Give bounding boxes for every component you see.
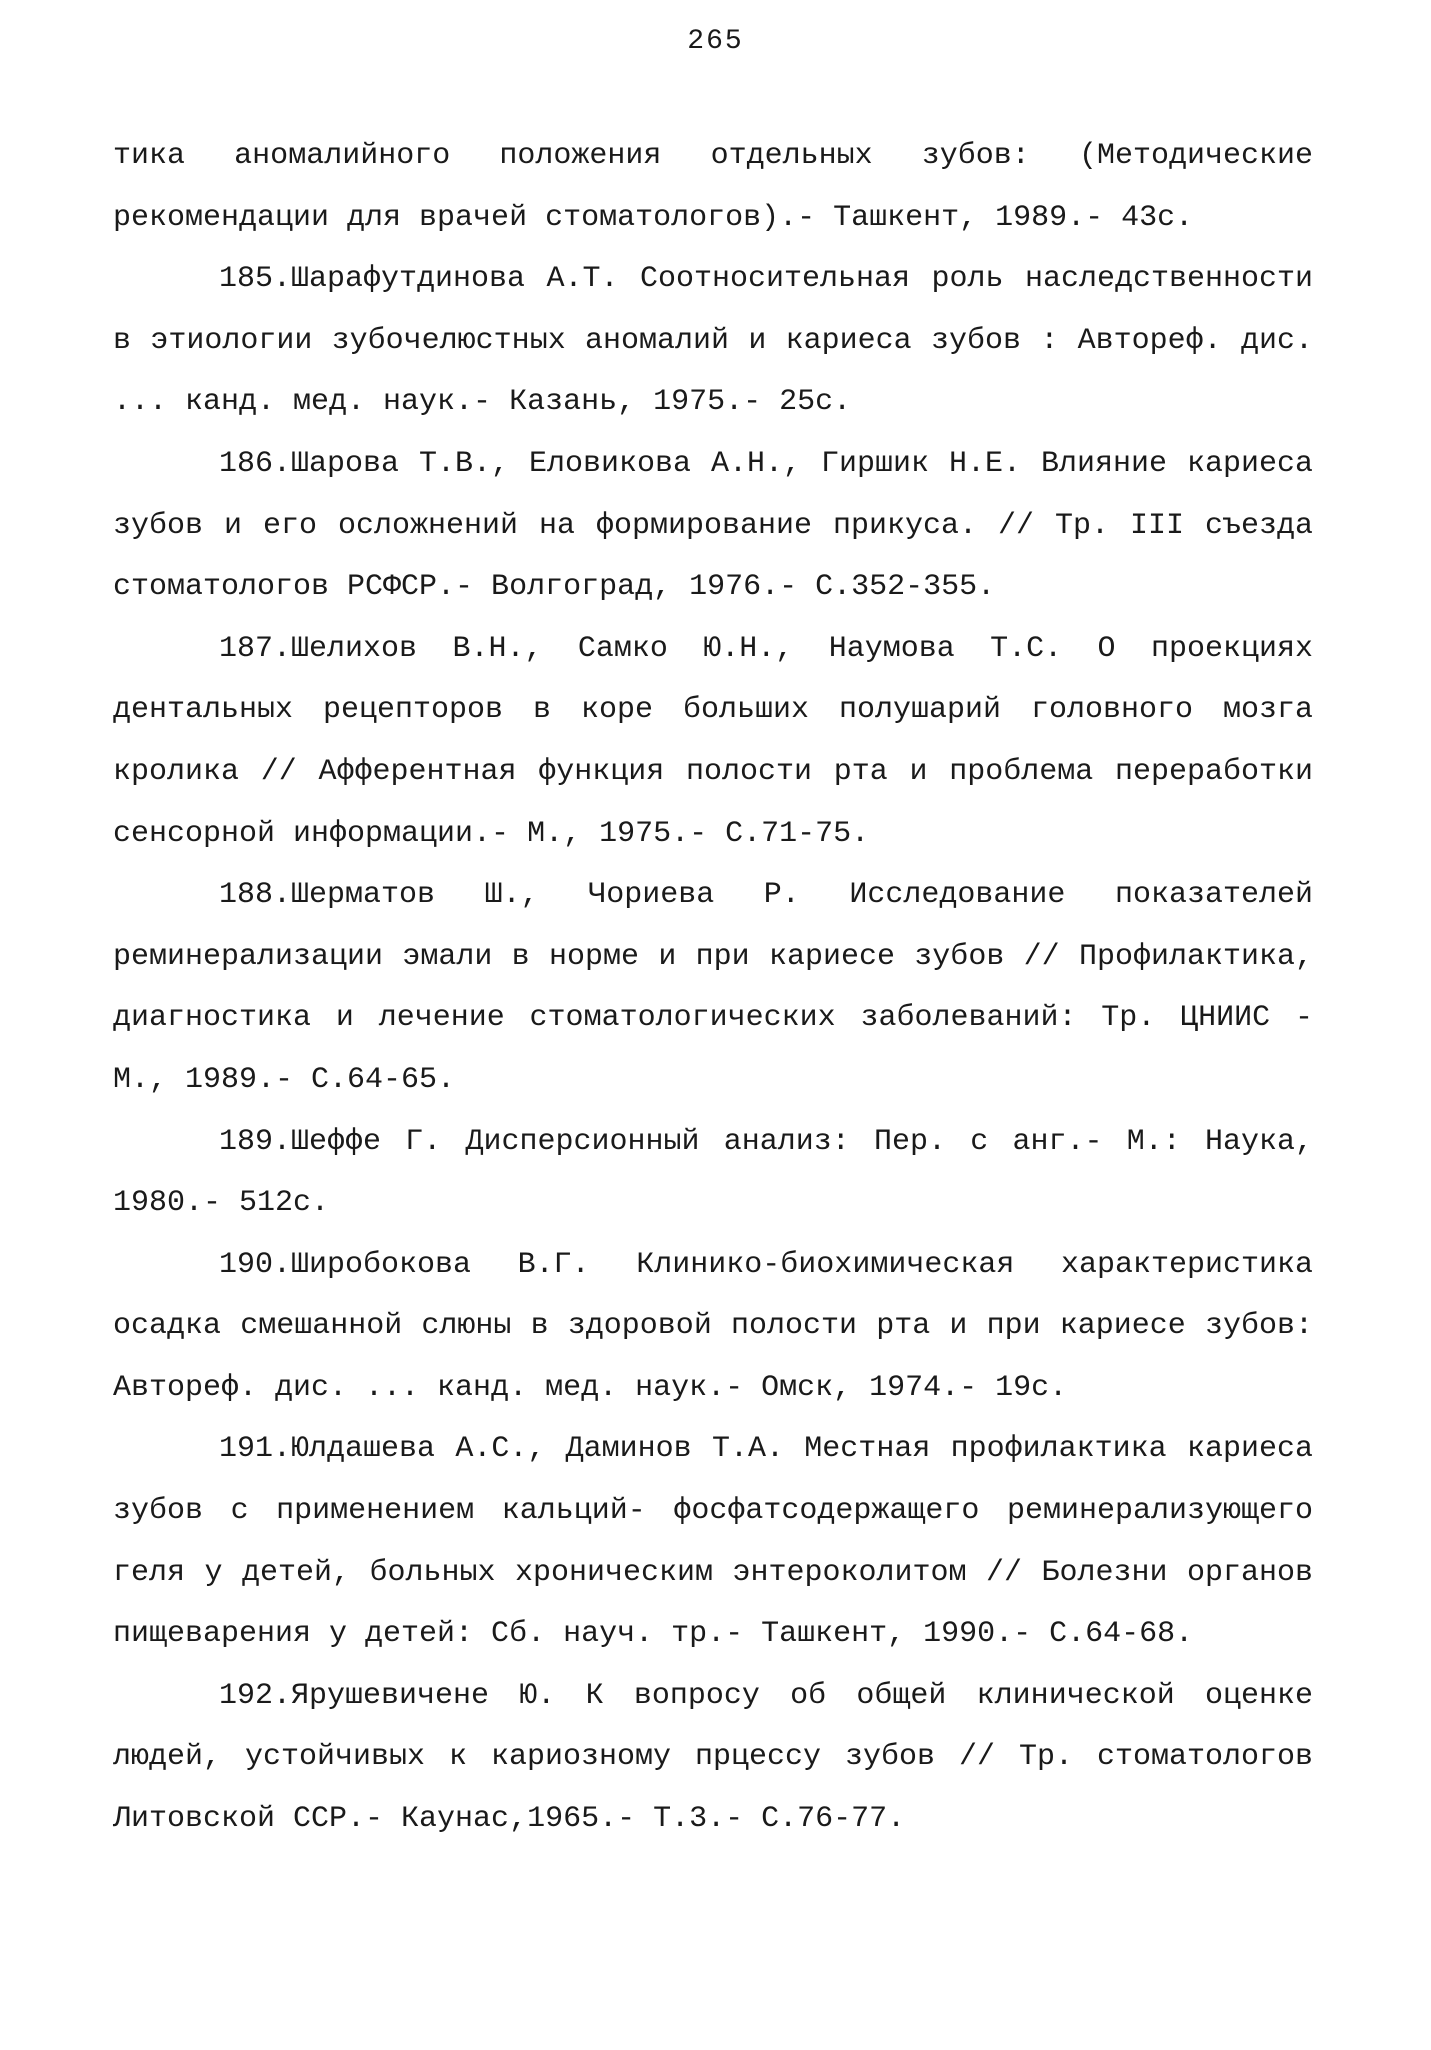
reference-list xyxy=(113,126,1313,1851)
reference-190: 190.Широбокова В.Г. Клинико-биохимическая характеристика осадка смешанной слюны в здоровой полости рта и при кариесе зубов: Автореф. дис. ... канд. мед. наук.- Омск, 1974.- 19с. xyxy=(113,1247,1313,1405)
reference-continuation: тика аномалийного положения отдельных зубов: (Методические рекомендации для врачей стоматологов).- Ташкент, 1989.- 43с. xyxy=(113,139,1313,235)
reference-192: 192.Ярушевичене Ю. К вопросу об общей клинической оценке людей, устойчивых к кариозному прцессу зубов // Тр. стоматологов Литовской ССР.- Каунас,1965.- Т.3.- С.76-77. xyxy=(113,1678,1313,1837)
page-number: 265 xyxy=(687,26,744,57)
reference-186: 186.Шарова Т.В., Еловикова А.Н., Гиршик Н.Е. Влияние кариеса зубов и его осложнений на формирование прикуса. // Тр. III съезда стоматологов РСФСР.- Волгоград, 1976.- С.352-355. xyxy=(113,446,1313,605)
reference-185: 185.Шарафутдинова А.Т. Соотносительная роль наследственности в этиологии зубочелюстных аномалий и кариеса зубов : Автореф. дис. ... канд. мед. наук.- Казань, 1975.- 25с. xyxy=(113,262,1313,420)
reference-188: 188.Шерматов Ш., Чориева Р. Исследование показателей реминерализации эмали в норме и при кариесе зубов // Профилактика, диагностика и лечение стоматологических заболеваний: Тр. ЦНИИС - М., 1989.- С.64-65. xyxy=(113,878,1313,1097)
reference-189: 189.Шеффе Г. Дисперсионный анализ: Пер. с анг.- М.: Наука, 1980.- 512с. xyxy=(113,1124,1313,1221)
reference-191: 191.Юлдашева А.С., Даминов Т.А. Местная профилактика кариеса зубов с применением кальций- фосфатсодержащего реминерализующего геля у детей, больных хроническим энтероколитом // Болезни органов пищеварения у детей: Сб. науч. тр.- Ташкент, 1990.- С.64-68. xyxy=(113,1432,1313,1652)
reference-187: 187.Шелихов В.Н., Самко Ю.Н., Наумова Т.С. О проекциях дентальных рецепторов в коре больших полушарий головного мозга кролика // Афферентная функция полости рта и проблема переработки сенсорной информации.- М., 1975.- С.71-75. xyxy=(113,631,1313,851)
